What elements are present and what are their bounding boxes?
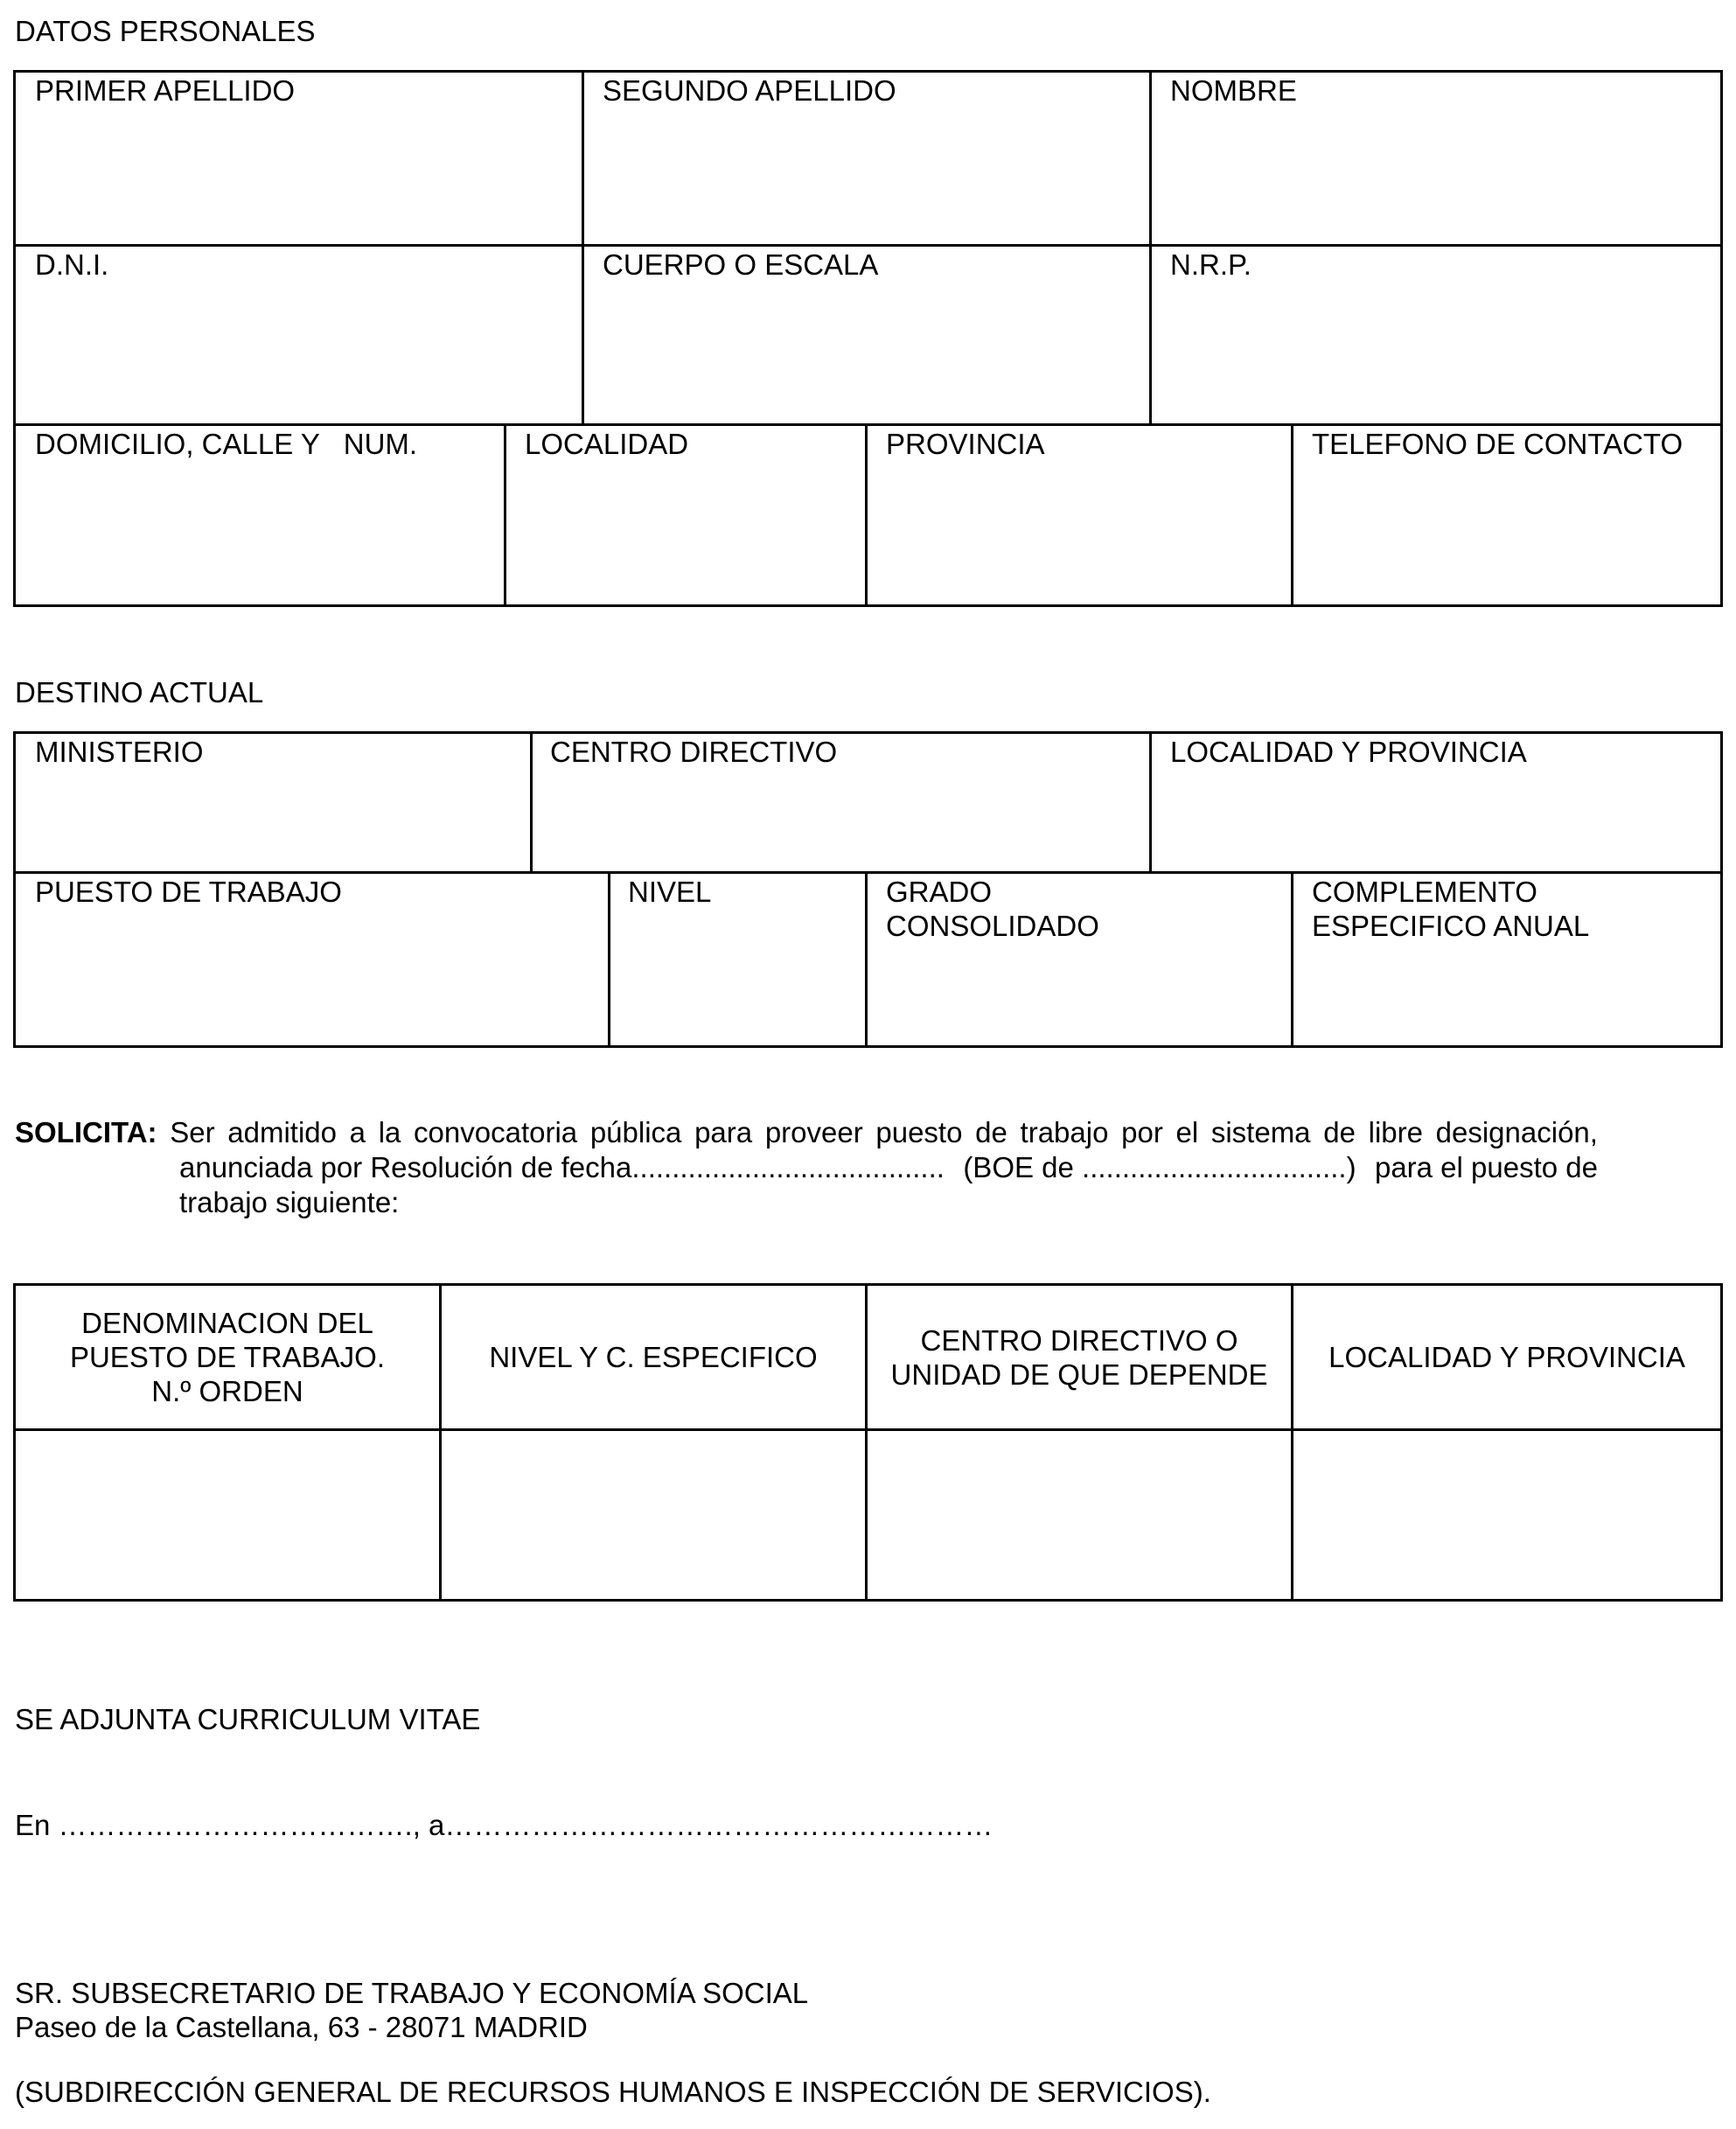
col-divider [1149,70,1152,425]
grado-line-2: CONSOLIDADO [886,910,1099,942]
row-divider [13,871,1723,874]
destinatario: SR. SUBSECRETARIO DE TRABAJO Y ECONOMÍA SOCIAL [15,1977,809,2009]
field-provincia[interactable]: PROVINCIA [886,428,1045,460]
solicita-word: a [349,1116,366,1148]
field-ministerio[interactable]: MINISTERIO [35,736,204,768]
lugar-fecha-line[interactable]: En ………………………………., a………………………………………………… [15,1809,993,1841]
solicita-line-1 [15,1115,1598,1150]
field-cuerpo-escala[interactable]: CUERPO O ESCALA [603,248,879,281]
field-localidad[interactable]: LOCALIDAD [525,428,689,460]
solicita-line-2 [15,1150,1598,1185]
direccion: Paseo de la Castellana, 63 - 28071 MADRID [15,2011,588,2043]
solicita-word: la [378,1116,401,1148]
solicita-word: proveer [764,1116,863,1148]
col-divider [1149,731,1152,873]
col-divider [504,423,506,607]
solicita-word: convocatoria [414,1116,578,1148]
datos-personales-table [13,70,1723,607]
col-divider [865,871,868,1048]
solicita-word: para [694,1116,753,1148]
header-denominacion-puesto [16,1286,439,1428]
row-divider [13,423,1723,426]
col-divider [865,423,868,607]
cell-denominacion[interactable] [16,1431,439,1599]
solicita-word: el [1175,1116,1199,1148]
field-segundo-apellido[interactable]: SEGUNDO APELLIDO [603,74,896,107]
denominacion-line-3: N.º ORDEN [151,1375,303,1407]
localidad-provincia-label: LOCALIDAD Y PROVINCIA [1328,1341,1685,1373]
field-puesto-trabajo[interactable]: PUESTO DE TRABAJO [35,876,342,908]
denominacion-line-2: PUESTO DE TRABAJO. [69,1341,386,1373]
header-nivel-especifico [442,1286,865,1428]
solicita-word: sistema [1210,1116,1311,1148]
field-grado-consolidado[interactable] [886,875,1099,943]
subdireccion: (SUBDIRECCIÓN GENERAL DE RECURSOS HUMANOS E INSPECCIÓN DE SERVICIOS). [15,2076,1211,2108]
boe-fecha[interactable]: (BOE de .................................) [963,1151,1356,1183]
solicita-word: puesto [875,1116,963,1148]
solicita-word: por [1121,1116,1163,1148]
curriculum-note: SE ADJUNTA CURRICULUM VITAE [15,1703,481,1735]
solicita-line-2-end: para el puesto de [1374,1151,1598,1183]
col-divider [530,731,533,873]
col-divider [582,70,584,425]
solicita-word: trabajo [1020,1116,1109,1148]
denominacion-line-1: DENOMINACION DEL [81,1307,373,1339]
section-heading-destino-actual: DESTINO ACTUAL [15,676,264,709]
field-telefono[interactable]: TELEFONO DE CONTACTO [1312,428,1684,460]
field-primer-apellido[interactable]: PRIMER APELLIDO [35,74,296,107]
resolucion-fecha[interactable]: anunciada por Resolución de fecha....................................... [179,1151,945,1183]
col-divider [1291,423,1293,607]
field-complemento-especifico[interactable] [1312,875,1589,943]
header-centro-directivo [868,1286,1291,1428]
cell-localidad-provincia[interactable] [1293,1431,1720,1599]
header-localidad-provincia [1293,1286,1720,1428]
centro-line-1: CENTRO DIRECTIVO O [920,1323,1238,1357]
field-nivel[interactable]: NIVEL [628,876,712,908]
field-domicilio[interactable]: DOMICILIO, CALLE Y NUM. [35,428,418,460]
col-divider [608,871,610,1048]
complemento-line-1: COMPLEMENTO [1312,876,1537,908]
row-divider [13,244,1723,247]
complemento-line-2: ESPECIFICO ANUAL [1312,910,1590,942]
field-centro-directivo[interactable]: CENTRO DIRECTIVO [550,736,838,768]
field-nrp[interactable]: N.R.P. [1170,248,1251,281]
solicita-line-3: trabajo siguiente: [179,1186,400,1218]
centro-line-2: UNIDAD DE QUE DEPENDE [890,1358,1268,1391]
cell-centro-directivo[interactable] [868,1431,1291,1599]
solicita-word: admitido [227,1116,337,1148]
field-localidad-provincia[interactable]: LOCALIDAD Y PROVINCIA [1170,736,1527,768]
solicita-word: pública [589,1116,682,1148]
field-nombre[interactable]: NOMBRE [1170,74,1297,107]
nivel-especifico-label: NIVEL Y C. ESPECIFICO [489,1341,818,1373]
solicita-word: Ser [170,1116,215,1148]
solicita-word: designación, [1435,1116,1598,1148]
solicita-label: SOLICITA: [15,1116,157,1148]
solicita-word: libre [1368,1116,1423,1148]
field-dni[interactable]: D.N.I. [35,248,109,281]
solicita-paragraph [15,1115,1598,1220]
grado-line-1: GRADO [886,876,993,908]
cell-nivel-especifico[interactable] [442,1431,865,1599]
section-heading-datos-personales: DATOS PERSONALES [15,15,316,47]
solicita-word: de [975,1116,1007,1148]
col-divider [1291,871,1293,1048]
solicita-word: de [1323,1116,1356,1148]
